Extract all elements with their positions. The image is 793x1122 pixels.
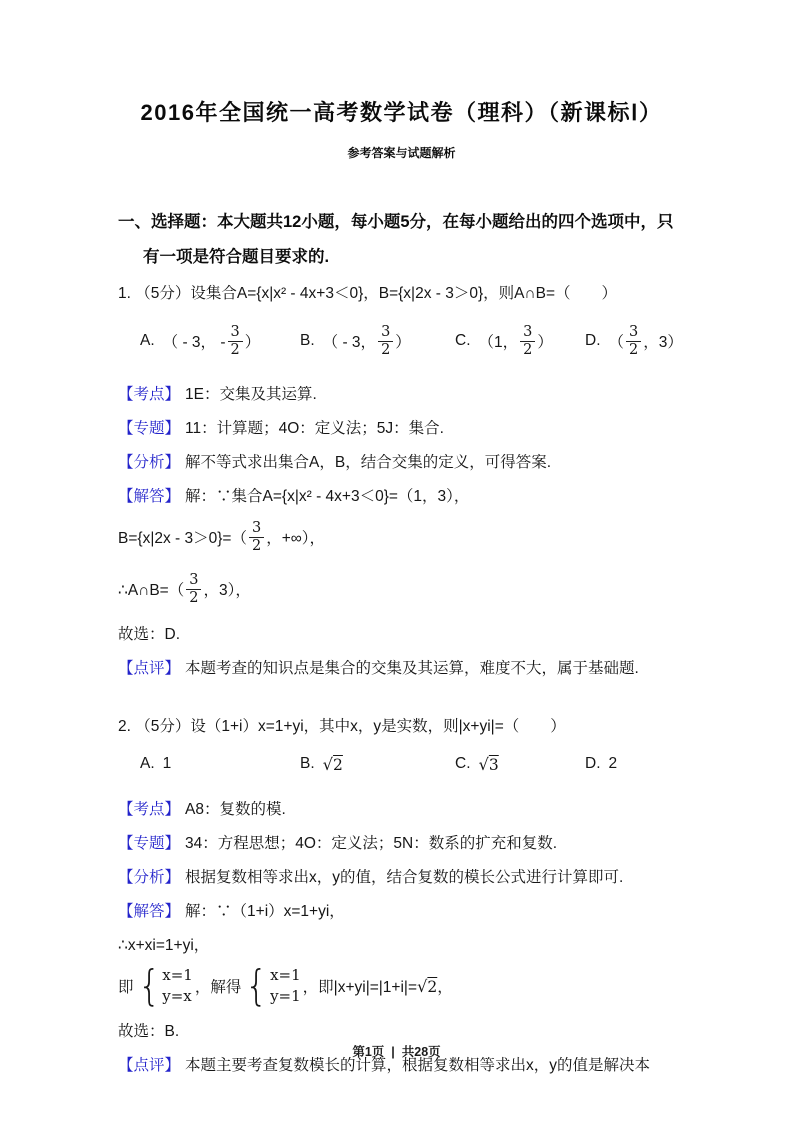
option-label: A.: [140, 755, 155, 772]
zhuanti-text: 34：方程思想；4O：定义法；5N：数系的扩充和复数.: [185, 835, 558, 852]
radical-sign: √: [478, 754, 489, 774]
q2-stem: [118, 715, 685, 739]
q1-kaodian-line: [118, 384, 685, 405]
formula-text: （: [608, 334, 625, 351]
q1-options: [140, 318, 685, 364]
q2-option-d: [585, 755, 685, 773]
option-formula: [479, 324, 553, 358]
q1-jieda-line1: [118, 486, 685, 507]
fraction: [228, 324, 243, 358]
zhuanti-tag-label: 【专题】: [118, 835, 181, 852]
formula-text: （ - 3， -: [162, 334, 226, 351]
fraction-denominator: 2: [251, 537, 262, 554]
fenxi-tag-label: 【分析】: [118, 454, 181, 471]
fraction-numerator: 3: [186, 572, 201, 590]
fraction-numerator: 3: [378, 324, 393, 342]
system-row: x=1: [162, 966, 193, 984]
radicand: 2: [427, 977, 438, 996]
fraction-denominator: 2: [230, 341, 240, 358]
q2-stem-text: （5分）设（1+i）x=1+yi，其中x，y是实数，则|x+yi|=（ ）: [135, 718, 566, 735]
fraction-denominator: 2: [381, 341, 391, 358]
formula-text: ，解得: [194, 979, 242, 996]
fraction: [378, 324, 393, 358]
formula-text: ）: [537, 334, 553, 351]
dianping-tag-label: 【点评】: [118, 660, 181, 677]
kaodian-tag-label: 【考点】: [118, 386, 181, 403]
q1-zhuanti-line: [118, 418, 685, 439]
formula-text: B={x|2x - 3＞0}=（: [118, 530, 247, 547]
fraction: [520, 324, 535, 358]
equation-system: [243, 961, 301, 1011]
footer-separator: |: [391, 1045, 395, 1059]
fraction-denominator: 2: [189, 589, 199, 606]
system-rows: [270, 965, 301, 1007]
q1-stem-text: （5分）设集合A={x|x² - 4x+3＜0}，B={x|2x - 3＞0}，则A∩B=（ ）: [135, 285, 618, 302]
q1-fenxi-line: [118, 452, 685, 473]
fraction-numerator: 3: [626, 324, 641, 342]
formula-text: （1，: [478, 334, 519, 351]
system-rows: [162, 965, 193, 1007]
radicand: 3: [488, 755, 499, 774]
q2-fenxi-line: [118, 867, 685, 888]
q2-option-c: [455, 755, 585, 774]
option-formula: [323, 324, 411, 358]
system-row: y=1: [270, 987, 301, 1005]
q1-stem: [118, 282, 685, 306]
q1-option-a: [140, 324, 300, 358]
kaodian-text: 1E：交集及其运算.: [185, 386, 317, 403]
q1-jieda-line2: [118, 515, 685, 559]
dianping-text: 本题主要考查复数模长的计算，根据复数相等求出x，y的值是解决本: [185, 1057, 651, 1074]
fraction-numerator: 3: [520, 324, 535, 342]
formula-text: ，3）: [643, 334, 683, 351]
option-formula: [609, 324, 683, 358]
option-label: B.: [300, 332, 315, 349]
section-heading-line2: 有一项是符合题目要求的.: [143, 248, 330, 266]
system-row: x=1: [270, 966, 301, 984]
sqrt-expression: [417, 977, 437, 996]
q1-jieda-line3: [118, 567, 685, 611]
fraction-denominator: 2: [523, 341, 533, 358]
q2-answer-line: 故选：B.: [118, 1023, 180, 1040]
formula-text: ）: [244, 334, 261, 351]
dianping-tag-label: 【点评】: [118, 1057, 181, 1074]
formula-text: ，即|x+yi|=|1+i|=: [302, 979, 417, 996]
jieda-tag-label: 【解答】: [118, 488, 181, 505]
zhuanti-tag-label: 【专题】: [118, 420, 181, 437]
q1-number: 1.: [118, 285, 131, 302]
sqrt-expression: [479, 755, 499, 774]
formula-text: ∴A∩B=（: [118, 582, 185, 599]
fraction: [626, 324, 641, 358]
kaodian-text: A8：复数的模.: [185, 801, 286, 818]
option-label: C.: [455, 755, 471, 772]
fraction: [186, 572, 201, 606]
fenxi-tag-label: 【分析】: [118, 869, 181, 886]
q1-option-b: [300, 324, 455, 358]
option-value: 2: [608, 755, 618, 772]
radicand: 2: [333, 755, 343, 774]
formula-text: ，3），: [203, 582, 251, 599]
fraction: [249, 520, 264, 554]
jieda-line1-text: 解：∵集合A={x|x² - 4x+3＜0}=（1，3），: [185, 488, 470, 505]
section-heading: [118, 205, 685, 275]
q1-option-d: [585, 324, 685, 358]
formula-text: 即: [118, 979, 134, 996]
q2-jieda-line1: [118, 901, 685, 922]
option-label: D.: [585, 332, 601, 349]
radical-sign: √: [417, 976, 428, 996]
fraction-denominator: 2: [629, 341, 639, 358]
footer-page-number: 第1页: [352, 1045, 385, 1059]
q2-number: 2.: [118, 718, 131, 735]
system-row: y=x: [162, 987, 192, 1005]
formula-text: （ - 3，: [322, 334, 377, 351]
option-formula: [163, 324, 261, 358]
footer-total-pages: 共28页: [401, 1045, 441, 1059]
page-footer: [0, 1042, 793, 1060]
option-value: 1: [162, 755, 172, 772]
doc-subtitle: 参考答案与试题解析: [347, 146, 456, 160]
option-label: A.: [140, 332, 155, 349]
equation-system: [136, 961, 193, 1011]
formula-text: ，: [437, 979, 453, 996]
left-brace: {: [245, 961, 269, 1011]
left-brace: {: [137, 961, 161, 1011]
zhuanti-text: 11：计算题；4O：定义法；5J：集合.: [185, 420, 444, 437]
q2-option-b: [300, 755, 455, 774]
fenxi-text: 根据复数相等求出x，y的值，结合复数的模长公式进行计算即可.: [185, 869, 624, 886]
sqrt-expression: [323, 755, 343, 774]
option-label: C.: [455, 332, 471, 349]
jieda-tag-label: 【解答】: [118, 903, 181, 920]
kaodian-tag-label: 【考点】: [118, 801, 181, 818]
q1-answer-line: 故选：D.: [118, 626, 181, 643]
q2-jieda-line3: [118, 961, 685, 1011]
q1-option-c: [455, 324, 585, 358]
q2-zhuanti-line: [118, 833, 685, 854]
fenxi-text: 解不等式求出集合A，B，结合交集的定义，可得答案.: [185, 454, 552, 471]
doc-title: 2016年全国统一高考数学试卷（理科）（新课标Ⅰ）: [140, 100, 663, 125]
option-label: D.: [585, 755, 601, 772]
q2-kaodian-line: [118, 799, 685, 820]
jieda-line1-text: 解：∵（1+i）x=1+yi，: [185, 903, 345, 920]
formula-text: ）: [395, 334, 411, 351]
section-heading-line1: 一、选择题：本大题共12小题，每小题5分，在每小题给出的四个选项中，只: [118, 213, 674, 231]
formula-text: ，+∞），: [266, 530, 326, 547]
fraction-numerator: 3: [249, 520, 264, 538]
q1-dianping-line: [118, 658, 685, 679]
q2-jieda-line2: ∴x+xi=1+yi，: [118, 937, 210, 954]
fraction-numerator: 3: [228, 324, 243, 342]
q2-option-a: [140, 755, 300, 773]
dianping-text: 本题考查的知识点是集合的交集及其运算，难度不大，属于基础题.: [185, 660, 639, 677]
q2-options: [140, 749, 685, 779]
radical-sign: √: [322, 754, 334, 774]
option-label: B.: [300, 755, 315, 772]
